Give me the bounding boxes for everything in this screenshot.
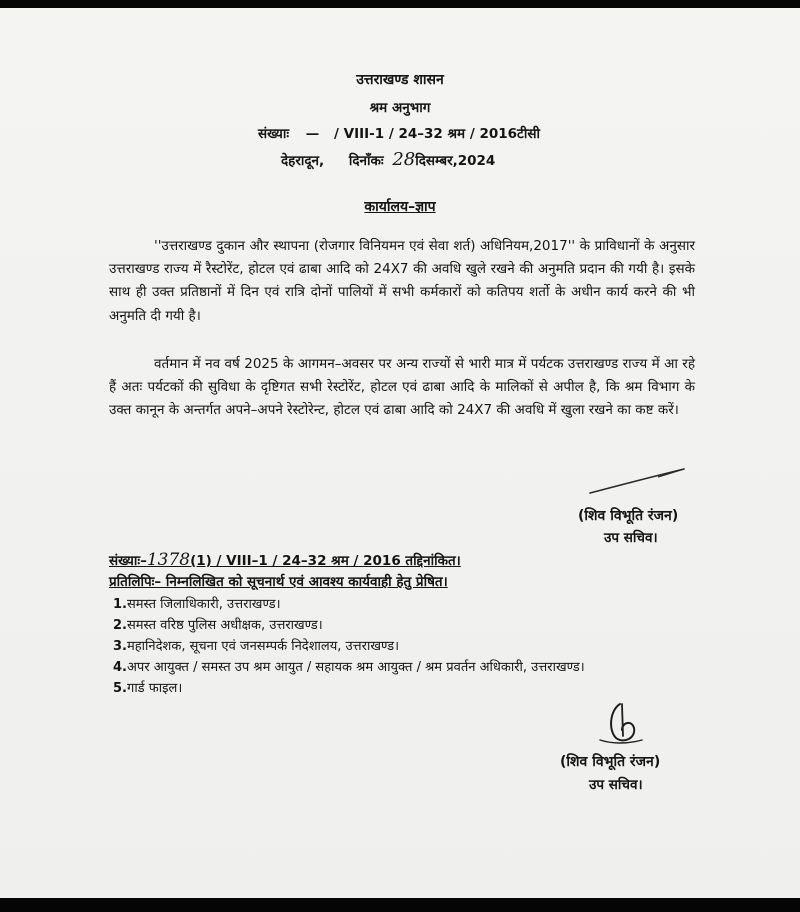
list-text: अपर आयुक्त / समस्त उप श्रम आयुत / सहायक श्रम आयुक्त / श्रम प्रवर्तन अधिकारी, उत्तराखण्ड। <box>127 660 585 675</box>
bottom-border <box>0 898 800 912</box>
list-text: समस्त वरिष्ठ पुलिस अधीक्षक, उत्तराखण्ड। <box>127 618 323 633</box>
list-text: समस्त जिलाधिकारी, उत्तराखण्ड। <box>127 597 281 612</box>
list-number: 1. <box>113 597 127 612</box>
list-number: 3. <box>113 639 127 654</box>
copy-number-rest: (1) / VIII–1 / 24–32 श्रम / 2016 तद्दिनांकित। <box>190 553 461 569</box>
place: देहरादून, <box>281 153 325 169</box>
signatory-2-designation: उप सचिव। <box>589 777 643 793</box>
list-item <box>113 615 713 636</box>
date-label: दिनाँकः <box>348 153 384 169</box>
order-number-line <box>258 124 540 142</box>
number-dash: — <box>305 126 320 142</box>
signatory-2-name: (शिव विभूति रंजन) <box>560 754 661 770</box>
list-number: 4. <box>113 660 127 675</box>
signatory-1-designation: उप सचिव। <box>604 530 658 546</box>
section-heading: श्रम अनुभाग <box>369 100 431 116</box>
copy-to-line: प्रतिलिपिः– निम्नलिखित को सूचनार्थ एवं आवश्य कार्यवाही हेतु प्रेषित। <box>109 574 448 590</box>
copy-number-line <box>109 550 461 570</box>
number-label: संख्याः <box>258 126 290 142</box>
recipients-list <box>113 594 713 699</box>
list-number: 2. <box>113 618 127 633</box>
number-value: / VIII-1 / 24–32 श्रम / 2016टीसी <box>333 126 540 142</box>
government-heading: उत्तराखण्ड शासन <box>356 72 444 88</box>
date-rest: दिसम्बर,2024 <box>415 153 496 169</box>
list-number: 5. <box>113 681 127 696</box>
copy-number-label: संख्याः– <box>109 553 147 569</box>
list-item <box>113 678 713 699</box>
paragraph-2: वर्तमान में नव वर्ष 2025 के आगमन–अवसर पर अन्य राज्यों से भारी मात्र में पर्यटक उत्तराखण्ड राज्य में आ रहे हैं अतः पर्यटकों की सुविधा के दृष्टिगत सभी रेस्टोरेंट, होटल एवं ढाबा आदि के मालिकों से अपील है, कि श्रम विभाग के उक्त कानून के अन्तर्गत अपने–अपने रेस्टोरेन्ट, होटल एवं ढाबा आदि को 24X7 की अवधि में खुला रखने का कष्ट करें। <box>109 356 695 419</box>
signatory-1-name: (शिव विभूति रंजन) <box>578 508 679 524</box>
list-item <box>113 657 713 678</box>
list-text: गार्ड फाइल। <box>127 681 183 696</box>
place-date-line <box>281 149 495 170</box>
signature-2-initials <box>592 700 652 748</box>
paragraph-1: ''उत्तराखण्ड दुकान और स्थापना (रोजगार विनियमन एवं सेवा शर्त) अधिनियम,2017'' के प्राविधानों के अनुसार उत्तराखण्ड राज्य में रैस्टोरेंट, होटल एवं ढाबा आदि को 24X7 की अवधि खुले रखने की अनुमति प्रदान की गयी है। इसके साथ ही उक्त प्रतिष्ठानों में दिन एवं रात्रि दोनों पालियों में सभी कर्मकारों को कतिपय शर्तो के अधीन कार्य करने की भी अनुमति दी गयी है। <box>109 238 695 324</box>
top-border <box>0 0 800 8</box>
date-day-handwritten: 28 <box>392 149 416 170</box>
list-item <box>113 636 713 657</box>
list-item <box>113 594 713 615</box>
list-text: महानिदेशक, सूचना एवं जनसम्पर्क निदेशालय, उत्तराखण्ड। <box>127 639 400 654</box>
signature-1-stroke <box>588 465 688 497</box>
copy-number-handwritten: 1378 <box>146 550 191 570</box>
memo-title: कार्यालय–ज्ञाप <box>364 199 436 215</box>
